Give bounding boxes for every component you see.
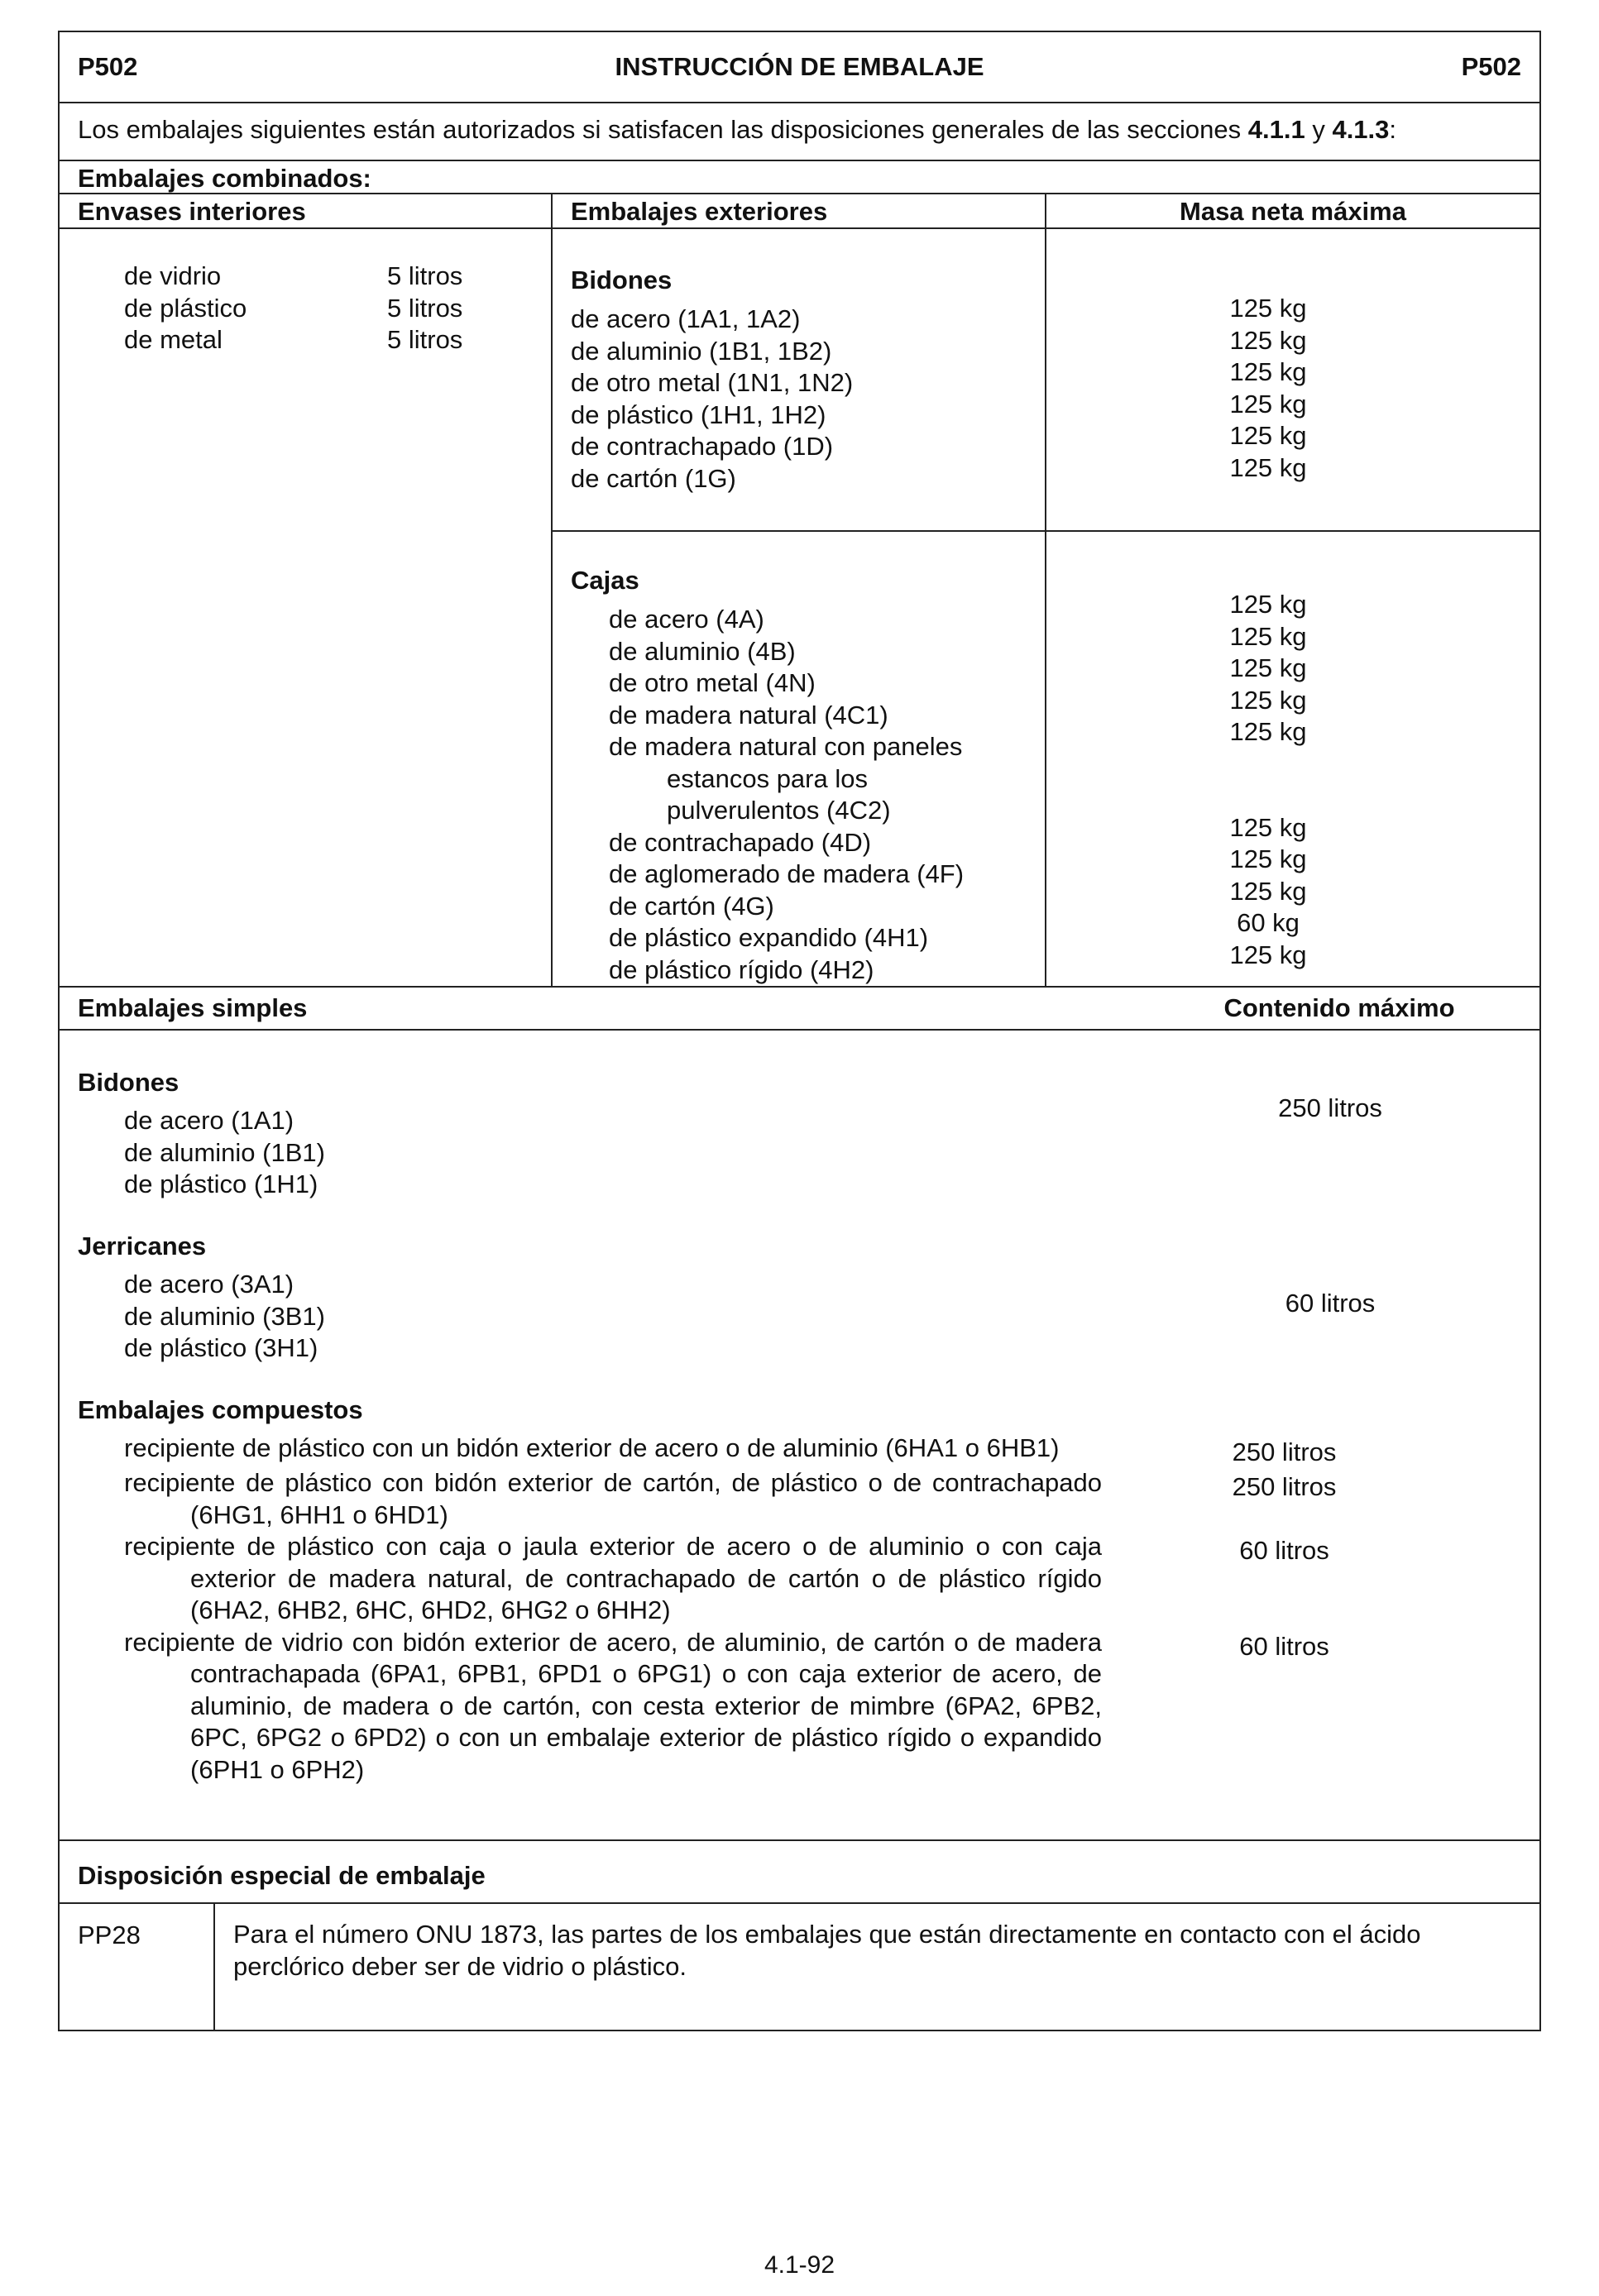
packing-instruction-table [58, 31, 1541, 2031]
mass-value: 125 kg [1229, 325, 1307, 355]
single-packagings-body [60, 1031, 1539, 1841]
outer-drums-list [571, 304, 1027, 495]
page-number: 4.1-92 [764, 2251, 835, 2279]
single-packagings-header [60, 988, 1539, 1031]
mass-value: 125 kg [1229, 389, 1307, 419]
mass-value: 125 kg [1229, 590, 1307, 619]
composite-item: recipiente de plástico con caja o jaula exterior de acero o de aluminio o con caja exterior de madera natural, de contrachapado de cartón o de plástico rígido (6HA2, 6HB2, 6HC, 6HD2, 6HG2 o 6HH2) 60 litros [78, 1531, 1539, 1627]
combined-body [60, 229, 1539, 988]
outer-boxes-section [553, 532, 1539, 986]
combined-packagings-title: Embalajes combinados: [60, 161, 1539, 194]
list-item: de aglomerado de madera (4F) [609, 859, 965, 888]
max-content-value: 60 litros [1239, 1536, 1329, 1565]
inner-packagings-cell [60, 229, 553, 986]
single-drums-heading: Bidones [78, 1068, 180, 1097]
mass-value: 125 kg [1229, 294, 1307, 323]
list-item: de plástico rígido (4H2) [609, 954, 874, 984]
combined-column-headings [60, 194, 1539, 229]
max-content-value: 250 litros [1278, 1093, 1382, 1122]
list-item: estancos para los [667, 763, 868, 793]
mass-value: 125 kg [1229, 452, 1307, 482]
list-item: pulverulentos (4C2) [667, 796, 891, 825]
composite-item: recipiente de plástico con bidón exterior de cartón, de plástico o de contrachapado (6HG1, 6HH1 o 6HD1) 250 litros [78, 1467, 1539, 1531]
mass-value: 125 kg [1229, 812, 1307, 842]
list-item: de madera natural con paneles [609, 732, 963, 761]
mass-value: 60 kg [1237, 908, 1300, 937]
list-item: de otro metal (1N1, 1N2) [571, 368, 854, 397]
list-item: de madera natural (4C1) [609, 700, 888, 729]
list-item: de plástico (1H1, 1H2) [571, 399, 826, 429]
mass-value: 125 kg [1229, 844, 1307, 873]
mass-value: 125 kg [1229, 653, 1307, 682]
code-left: P502 [78, 52, 138, 81]
boxes-heading: Cajas [571, 566, 639, 595]
mass-value: 125 kg [1229, 685, 1307, 715]
mass-value: 125 kg [1229, 621, 1307, 651]
single-drums-group [78, 1093, 1539, 1201]
single-packagings-title: Embalajes simples [78, 993, 308, 1022]
inner-packaging-item: de plástico 5 litros [124, 293, 463, 323]
column-max-net-mass: Masa neta máxima [1180, 197, 1406, 226]
mass-value: 125 kg [1229, 876, 1307, 906]
instruction-title: INSTRUCCIÓN DE EMBALAJE [615, 52, 984, 81]
list-item: de aluminio (3B1) [124, 1301, 325, 1331]
mass-value [1046, 749, 1490, 781]
max-content-value: 250 litros [1232, 1472, 1337, 1501]
drums-heading: Bidones [571, 265, 673, 294]
list-item: de otro metal (4N) [609, 668, 816, 697]
composite-heading: Embalajes compuestos [78, 1395, 363, 1424]
max-content-value: 60 litros [1285, 1289, 1376, 1318]
jerricans-group [78, 1269, 1539, 1365]
list-item: de plástico expandido (4H1) [609, 923, 929, 952]
max-content-value: 60 litros [1239, 1631, 1329, 1661]
list-item: de acero (4A) [609, 605, 764, 634]
drums-mass-list [1046, 229, 1539, 530]
list-item: de cartón (1G) [571, 463, 736, 493]
boxes-mass-list [1046, 532, 1539, 986]
column-outer-packagings: Embalajes exteriores [553, 194, 1046, 227]
table-header [60, 32, 1539, 103]
special-provision-row [60, 1904, 1539, 2030]
composite-list [78, 1433, 1539, 1786]
list-item: de contrachapado (1D) [571, 432, 834, 461]
intro-paragraph: Los embalajes siguientes están autorizados si satisfacen las disposiciones generales de las secciones 4.1.1 y 4.1.3: [60, 103, 1539, 161]
jerricans-heading: Jerricanes [78, 1232, 207, 1260]
column-inner-packagings: Envases interiores [60, 194, 553, 227]
inner-packaging-list [124, 261, 551, 356]
code-right: P502 [1461, 52, 1521, 81]
section-ref: 4.1.1 [1247, 115, 1305, 144]
inner-packaging-item: de vidrio 5 litros [124, 261, 463, 290]
list-item: de acero (3A1) [124, 1270, 294, 1299]
list-item: de contrachapado (4D) [609, 827, 872, 857]
special-provision-text: Para el número ONU 1873, las partes de los embalajes que están directamente en contacto con el ácido perclórico deber ser de vidrio o plástico. [233, 1920, 1421, 1981]
list-item: de cartón (4G) [609, 891, 774, 921]
list-item: de acero (1A1) [124, 1106, 294, 1135]
mass-value: 125 kg [1229, 357, 1307, 386]
outer-boxes-list [571, 604, 1027, 986]
composite-item: recipiente de plástico con un bidón exterior de acero o de aluminio (6HA1 o 6HB1) 250 litros [78, 1433, 1539, 1467]
list-item: de aluminio (1B1) [124, 1137, 325, 1167]
section-ref: 4.1.3 [1332, 115, 1390, 144]
column-max-content: Contenido máximo [1223, 993, 1455, 1022]
list-item: de plástico (3H1) [124, 1333, 318, 1362]
mass-value [1046, 780, 1490, 812]
mass-value: 125 kg [1229, 421, 1307, 450]
outer-drums-section [553, 229, 1539, 532]
composite-item: recipiente de vidrio con bidón exterior de acero, de aluminio, de cartón o de madera contrachapada (6PA1, 6PB1, 6PD1 o 6PG1) o con caja exterior de acero, de aluminio, de madera o de cartón, con cesta exterior de mimbre (6PA2, 6PB2, 6PC, 6PG2 o 6PD2) o con un embalaje exterior de plástico rígido o expandido (6PH1 o 6PH2) 60 litros [78, 1627, 1539, 1787]
list-item: de aluminio (1B1, 1B2) [571, 336, 832, 366]
list-item: de plástico (1H1) [124, 1170, 318, 1198]
list-item: de acero (1A1, 1A2) [571, 304, 801, 333]
max-content-value: 250 litros [1232, 1437, 1337, 1466]
special-provision-title: Disposición especial de embalaje [60, 1841, 1539, 1904]
mass-value: 125 kg [1229, 717, 1307, 746]
list-item: de aluminio (4B) [609, 636, 796, 666]
inner-packaging-item: de metal 5 litros [124, 325, 463, 354]
special-provision-code: PP28 [60, 1904, 215, 2030]
mass-value: 125 kg [1229, 940, 1307, 969]
